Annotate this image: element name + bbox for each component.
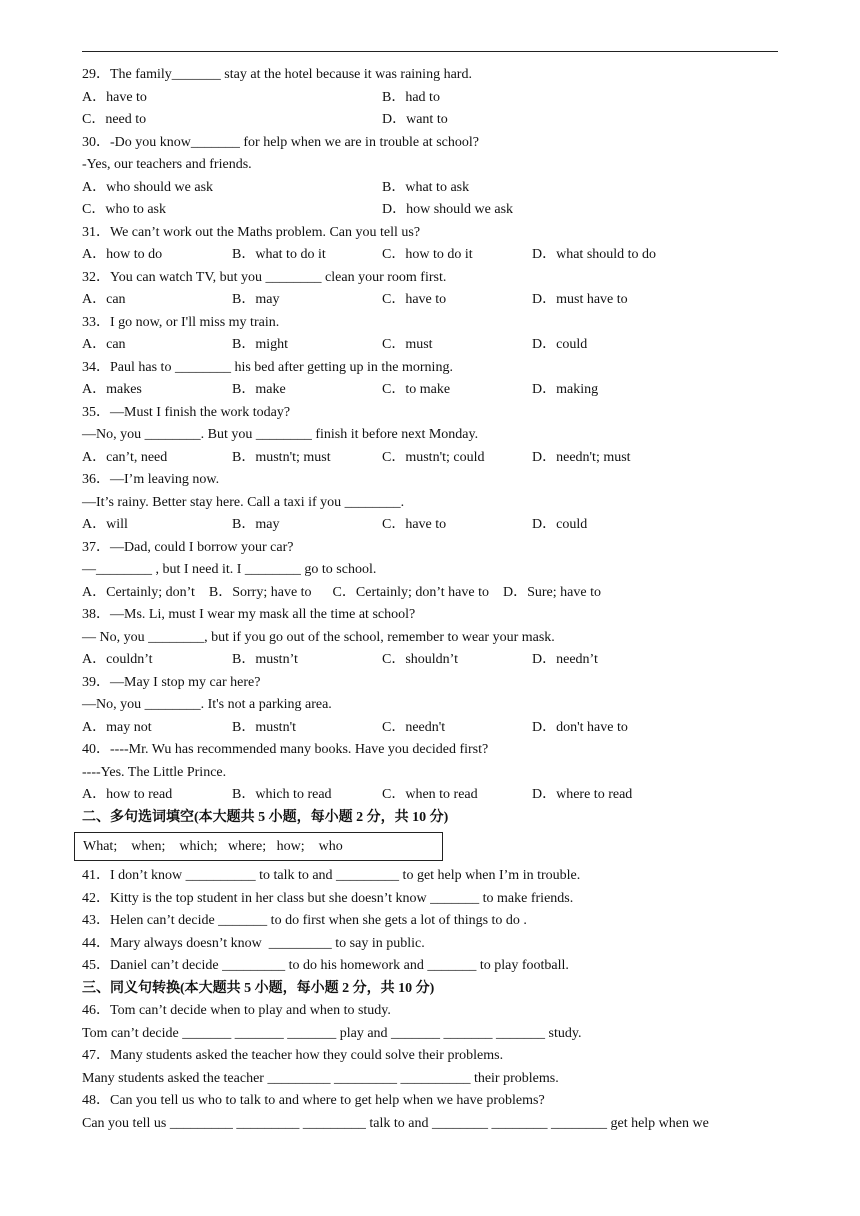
question-line: 42．Kitty is the top student in her class but she doesn’t know _______ to make friends. — [82, 890, 574, 906]
question-line: 44．Mary always doesn’t know _________ to say in public. — [82, 935, 425, 951]
option-c: C．how to do it — [382, 247, 473, 262]
option-d: D．where to read — [532, 787, 633, 802]
question-line: —It’s rainy. Better stay here. Call a taxi if you ________. — [82, 494, 405, 510]
option-a: A．can — [82, 337, 126, 352]
question-line: 40．----Mr. Wu has recommended many books. Have you decided first? — [82, 742, 489, 757]
option-b: B．what to do it — [232, 247, 326, 262]
option-a: A．couldn’t — [82, 652, 153, 667]
question-line: ----Yes. The Little Prince. — [82, 764, 227, 780]
answer-options — [82, 447, 782, 470]
question-line: 36．—I’m leaving now. — [82, 472, 220, 487]
question-line: —No, you ________. It's not a parking area. — [82, 697, 332, 712]
question-line: —________ , but I need it. I ________ go to school. — [82, 562, 377, 577]
answer-options — [82, 199, 782, 222]
option-c: C．shouldn’t — [382, 652, 458, 667]
question-line: 48．Can you tell us who to talk to and where to get help when we have problems? — [82, 1093, 545, 1108]
answer-options — [82, 717, 782, 740]
option-c: C．when to read — [382, 787, 478, 802]
option-c: C．to make — [382, 382, 451, 397]
question-line: 47．Many students asked the teacher how they could solve their problems. — [82, 1048, 504, 1063]
option-c: C．have to — [382, 517, 447, 532]
question-line: 45．Daniel can’t decide _________ to do his homework and _______ to play football. — [82, 958, 569, 973]
option-a: A．can — [82, 292, 126, 307]
option-a: C．need to — [82, 112, 147, 127]
option-b: B．may — [232, 517, 280, 532]
option-b: B．might — [232, 337, 289, 352]
exam-page-content — [82, 64, 782, 1135]
option-d: D．needn’t — [532, 652, 598, 667]
option-c: C．mustn't; could — [382, 449, 485, 465]
option-a: A．may not — [82, 719, 152, 735]
answer-options — [82, 177, 782, 200]
question-line: 41．I don’t know __________ to talk to and _________ to get help when I’m in trouble. — [82, 868, 581, 883]
question-line: 31．We can’t work out the Maths problem. Can you tell us? — [82, 224, 421, 240]
answer-options — [82, 289, 782, 312]
option-d: D．must have to — [532, 292, 628, 307]
option-b: B．make — [232, 382, 286, 397]
question-line: 38．—Ms. Li, must I wear my mask all the time at school? — [82, 607, 416, 622]
question-line: 46．Tom can’t decide when to play and when to study. — [82, 1003, 391, 1018]
question-line: 39．—May I stop my car here? — [82, 674, 261, 690]
question-line: A．Certainly; don’t B．Sorry; have to C．Certainly; don’t have to D．Sure; have to — [82, 584, 601, 600]
answer-options — [82, 649, 782, 672]
option-b: B．mustn't — [232, 719, 296, 735]
option-b: B．mustn't; must — [232, 449, 331, 465]
option-a: A．who should we ask — [82, 179, 214, 195]
option-a: A．will — [82, 517, 128, 532]
option-b: B．mustn’t — [232, 652, 298, 667]
question-line: 43．Helen can’t decide _______ to do first when she gets a lot of things to do . — [82, 913, 527, 928]
question-line: Many students asked the teacher _________ _________ __________ their problems. — [82, 1070, 559, 1086]
question-line: Can you tell us _________ _________ _________ talk to and ________ ________ ________ get help when we — [82, 1115, 709, 1131]
question-line: 30．-Do you know_______ for help when we are in trouble at school? — [82, 134, 479, 150]
question-line: — No, you ________, but if you go out of the school, remember to wear your mask. — [82, 629, 555, 645]
option-b: B．may — [232, 292, 280, 307]
word-bank-box: What; when; which; where; how; who — [74, 832, 443, 861]
option-d: D．making — [532, 382, 599, 397]
option-a: A．have to — [82, 89, 147, 105]
header-rule — [82, 51, 778, 52]
question-line: —No, you ________. But you ________ finish it before next Monday. — [82, 427, 479, 442]
option-d: D．could — [532, 517, 588, 532]
question-line: 35．—Must I finish the work today? — [82, 404, 291, 420]
option-b: B．which to read — [232, 787, 332, 802]
option-d: D．what should to do — [532, 247, 657, 262]
option-a: A．can’t, need — [82, 449, 168, 465]
question-line: 37．—Dad, could I borrow your car? — [82, 539, 294, 555]
section-heading: 二、多句选词填空(本大题共 5 小题，每小题 2 分，共 10 分) — [82, 809, 449, 825]
question-line: -Yes, our teachers and friends. — [82, 157, 252, 172]
question-line: 32．You can watch TV, but you ________ clean your room first. — [82, 269, 447, 285]
option-a: A．how to read — [82, 787, 173, 802]
answer-options — [82, 109, 782, 132]
option-d: D．don't have to — [532, 719, 628, 735]
question-line: 33．I go now, or I'll miss my train. — [82, 314, 280, 330]
answer-options — [82, 334, 782, 357]
option-b: D．want to — [382, 112, 448, 127]
question-line: 29．The family_______ stay at the hotel because it was raining hard. — [82, 67, 472, 82]
answer-options — [82, 379, 782, 402]
option-c: C．needn't — [382, 719, 446, 735]
option-c: C．must — [382, 337, 433, 352]
question-line: 34．Paul has to ________ his bed after getting up in the morning. — [82, 359, 453, 375]
option-a: C．who to ask — [82, 202, 166, 217]
option-d: D．could — [532, 337, 588, 352]
option-b: B．what to ask — [382, 179, 470, 195]
option-a: A．how to do — [82, 247, 163, 262]
option-d: D．needn't; must — [532, 449, 631, 465]
answer-options — [82, 244, 782, 267]
question-line: Tom can’t decide _______ _______ _______ play and _______ _______ _______ study. — [82, 1025, 582, 1041]
answer-options — [82, 87, 782, 110]
option-c: C．have to — [382, 292, 447, 307]
answer-options — [82, 514, 782, 537]
option-b: B．had to — [382, 89, 440, 105]
answer-options — [82, 784, 782, 807]
section-heading: 三、同义句转换(本大题共 5 小题，每小题 2 分，共 10 分) — [82, 980, 435, 996]
option-a: A．makes — [82, 382, 142, 397]
option-b: D．how should we ask — [382, 202, 514, 217]
